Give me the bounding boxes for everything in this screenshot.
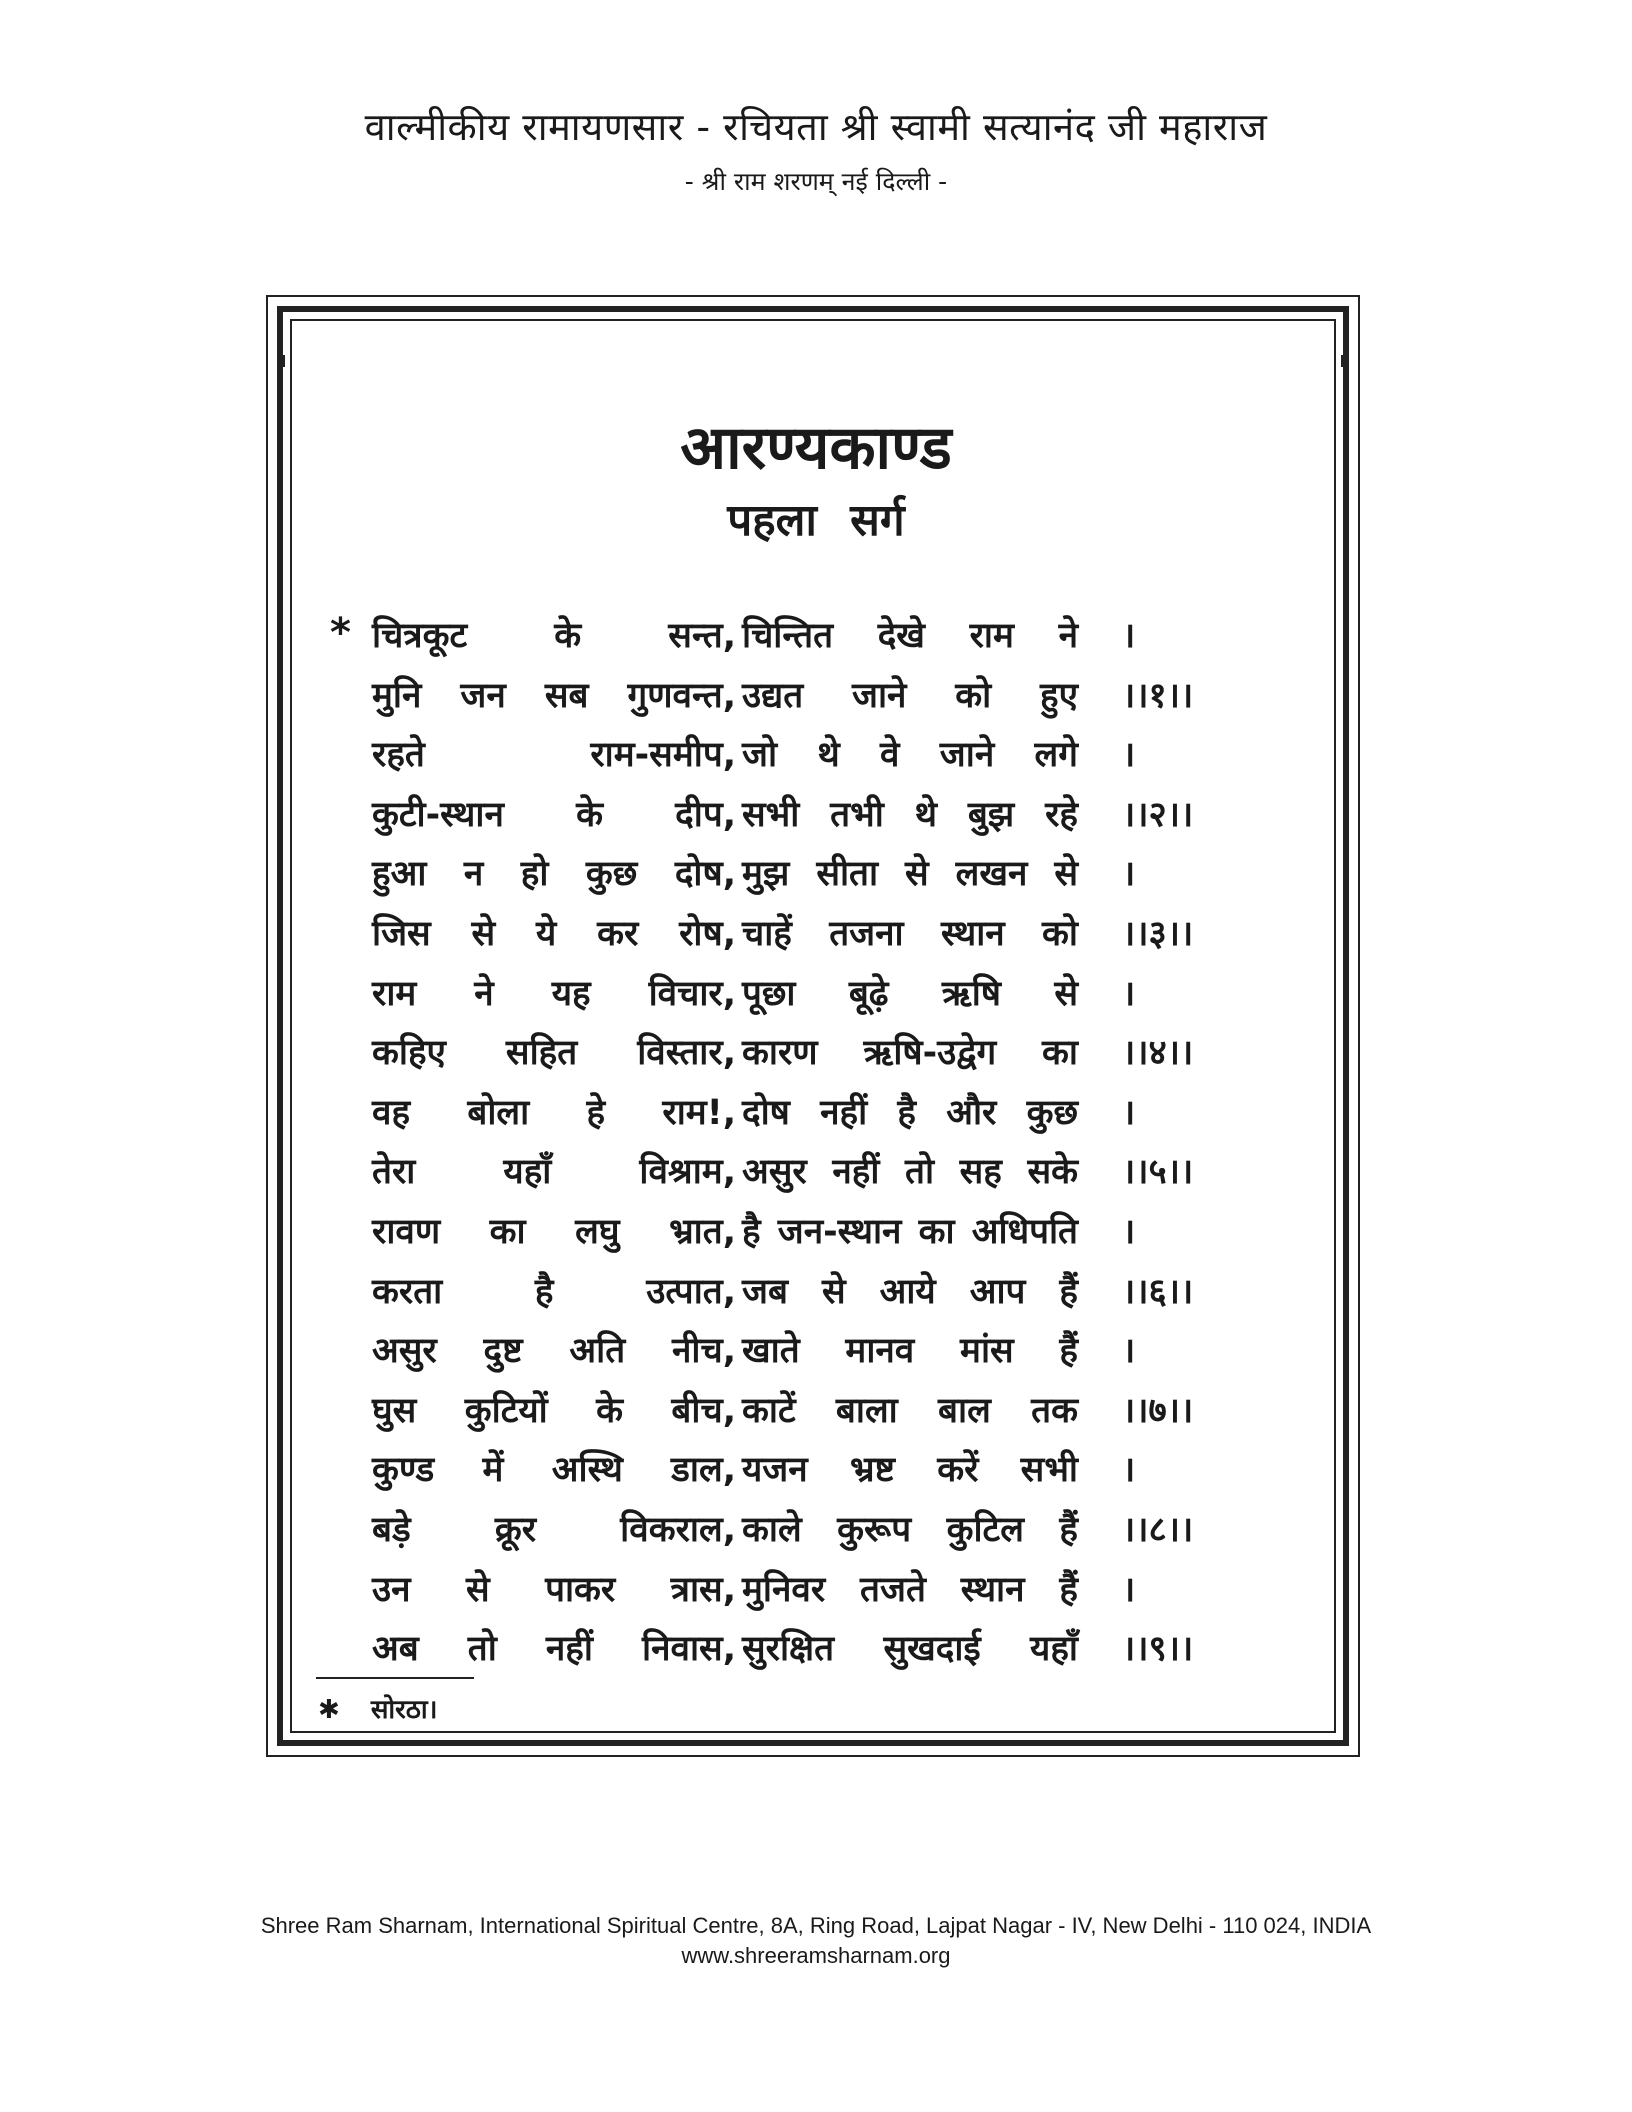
verse-line xyxy=(0,671,1632,729)
verse-second-half: खाते मानव मांस हैं xyxy=(742,1331,1078,1372)
verse-first-half: कुण्ड में अस्थि डाल, xyxy=(372,1450,736,1491)
verse-number: । xyxy=(1122,1092,1136,1133)
verse-number: । xyxy=(1122,973,1136,1014)
verse-line xyxy=(0,1386,1632,1444)
verse-line xyxy=(0,1147,1632,1205)
verse-first-half: चित्रकूट के सन्त, xyxy=(372,616,736,656)
verse-line xyxy=(0,1565,1632,1623)
verse-number: ।।५।। xyxy=(1122,1152,1194,1193)
kanda-title: आरण्यकाण्ड xyxy=(680,413,952,483)
verse-second-half: सभी तभी थे बुझ रहे xyxy=(742,794,1078,835)
verse-first-half: मुनि जन सब गुणवन्त, xyxy=(372,675,736,716)
verse-second-half: पूछा बूढ़े ऋषि से xyxy=(742,973,1078,1014)
verse-first-half: तेरा यहाँ विश्राम, xyxy=(372,1152,736,1193)
verse-first-half: असुर दुष्ट अति नीच, xyxy=(372,1331,736,1372)
verse-first-half: रावण का लघु भ्रात, xyxy=(372,1212,736,1252)
verse-second-half: उद्यत जाने को हुए xyxy=(742,675,1078,716)
verse-second-half: चिन्तित देखे राम ने xyxy=(742,616,1078,656)
verse-number: । xyxy=(1122,1331,1136,1372)
footer-website[interactable]: www.shreeramsharnam.org xyxy=(681,1943,951,1968)
verse-second-half: चाहें तजना स्थान को xyxy=(742,914,1078,954)
frame-tick-right xyxy=(1341,355,1344,367)
verse-line xyxy=(0,611,1632,669)
verse-first-half: कुटी-स्थान के दीप, xyxy=(372,794,736,835)
sarga-title: पहला सर्ग xyxy=(727,495,905,546)
verse-line xyxy=(0,969,1632,1027)
verse-line xyxy=(0,1028,1632,1086)
verse-second-half: यजन भ्रष्ट करें सभी xyxy=(742,1450,1078,1491)
verse-second-half: कारण ऋषि-उद्वेग का xyxy=(742,1033,1078,1074)
verse-number: । xyxy=(1122,1569,1136,1610)
header-subtitle: - श्री राम शरणम् नई दिल्ली - xyxy=(684,167,948,196)
verse-first-half: राम ने यह विचार, xyxy=(372,973,736,1014)
verse-first-half: करता है उत्पात, xyxy=(372,1271,736,1312)
verse-line xyxy=(0,909,1632,967)
footnote-divider xyxy=(316,1677,474,1679)
footnote xyxy=(318,1690,438,1726)
verse-line xyxy=(0,1207,1632,1265)
verse-first-half: हुआ न हो कुछ दोष, xyxy=(372,854,736,895)
verse-line xyxy=(0,1445,1632,1503)
verse-number: । xyxy=(1122,1212,1136,1252)
verse-second-half: जब से आये आप हैं xyxy=(742,1271,1078,1312)
footnote-text: सोरठा। xyxy=(370,1695,438,1725)
verse-line xyxy=(0,1326,1632,1384)
verse-line xyxy=(0,1267,1632,1325)
verse-line xyxy=(0,1088,1632,1146)
verse-second-half: असुर नहीं तो सह सके xyxy=(742,1152,1078,1193)
verse-second-half: है जन-स्थान का अधिपति xyxy=(742,1212,1078,1252)
verse-number: । xyxy=(1122,1450,1136,1491)
footnote-star-icon: ✱ xyxy=(318,1695,340,1725)
verse-number: ।।७।। xyxy=(1122,1390,1194,1431)
footer-address: Shree Ram Sharnam, International Spiritual Centre, 8A, Ring Road, Lajpat Nagar - IV, New Delhi - 110 024, INDIA xyxy=(260,1913,1372,1938)
verse-number: । xyxy=(1122,854,1136,895)
verse-first-half: अब तो नहीं निवास, xyxy=(372,1629,736,1670)
verse-first-half: घुस कुटियों के बीच, xyxy=(372,1390,736,1431)
verse-second-half: दोष नहीं है और कुछ xyxy=(742,1092,1078,1133)
verse-number: ।।८।। xyxy=(1122,1510,1194,1550)
verse-line xyxy=(0,790,1632,848)
verse-number: । xyxy=(1122,616,1136,656)
verse-number: ।।६।। xyxy=(1122,1271,1194,1312)
verse-second-half: सुरक्षित सुखदाई यहाँ xyxy=(742,1629,1078,1670)
verse-second-half: मुझ सीता से लखन से xyxy=(742,854,1078,895)
verse-second-half: काटें बाला बाल तक xyxy=(742,1390,1078,1431)
verse-line xyxy=(0,1505,1632,1563)
verse-line xyxy=(0,1624,1632,1682)
verse-second-half: काले कुरूप कुटिल हैं xyxy=(742,1510,1078,1550)
verse-second-half: मुनिवर तजते स्थान हैं xyxy=(742,1569,1078,1610)
frame-tick-left xyxy=(282,355,285,367)
verse-first-half: बड़े क्रूर विकराल, xyxy=(372,1510,736,1550)
header-title: वाल्मीकीय रामायणसार - रचियता श्री स्वामी सत्यानंद जी महाराज xyxy=(364,105,1268,149)
verse-number: ।।९।। xyxy=(1122,1629,1194,1670)
verse-first-half: वह बोला हे राम!, xyxy=(372,1092,736,1133)
verse-number: ।।१।। xyxy=(1122,675,1194,716)
verse-line xyxy=(0,849,1632,907)
verse-first-half: उन से पाकर त्रास, xyxy=(372,1569,736,1610)
verse-number: ।।२।। xyxy=(1122,794,1194,835)
verse-number: ।।४।। xyxy=(1122,1033,1194,1074)
verse-line xyxy=(0,730,1632,788)
verse-number: । xyxy=(1122,735,1136,776)
verse-second-half: जो थे वे जाने लगे xyxy=(742,735,1078,776)
verse-number: ।।३।। xyxy=(1122,914,1194,954)
verse-first-half: रहते राम-समीप, xyxy=(372,735,736,776)
verse-first-half: कहिए सहित विस्तार, xyxy=(372,1033,736,1074)
verse-first-half: जिस से ये कर रोष, xyxy=(372,914,736,954)
asterisk-icon: * xyxy=(330,610,351,656)
